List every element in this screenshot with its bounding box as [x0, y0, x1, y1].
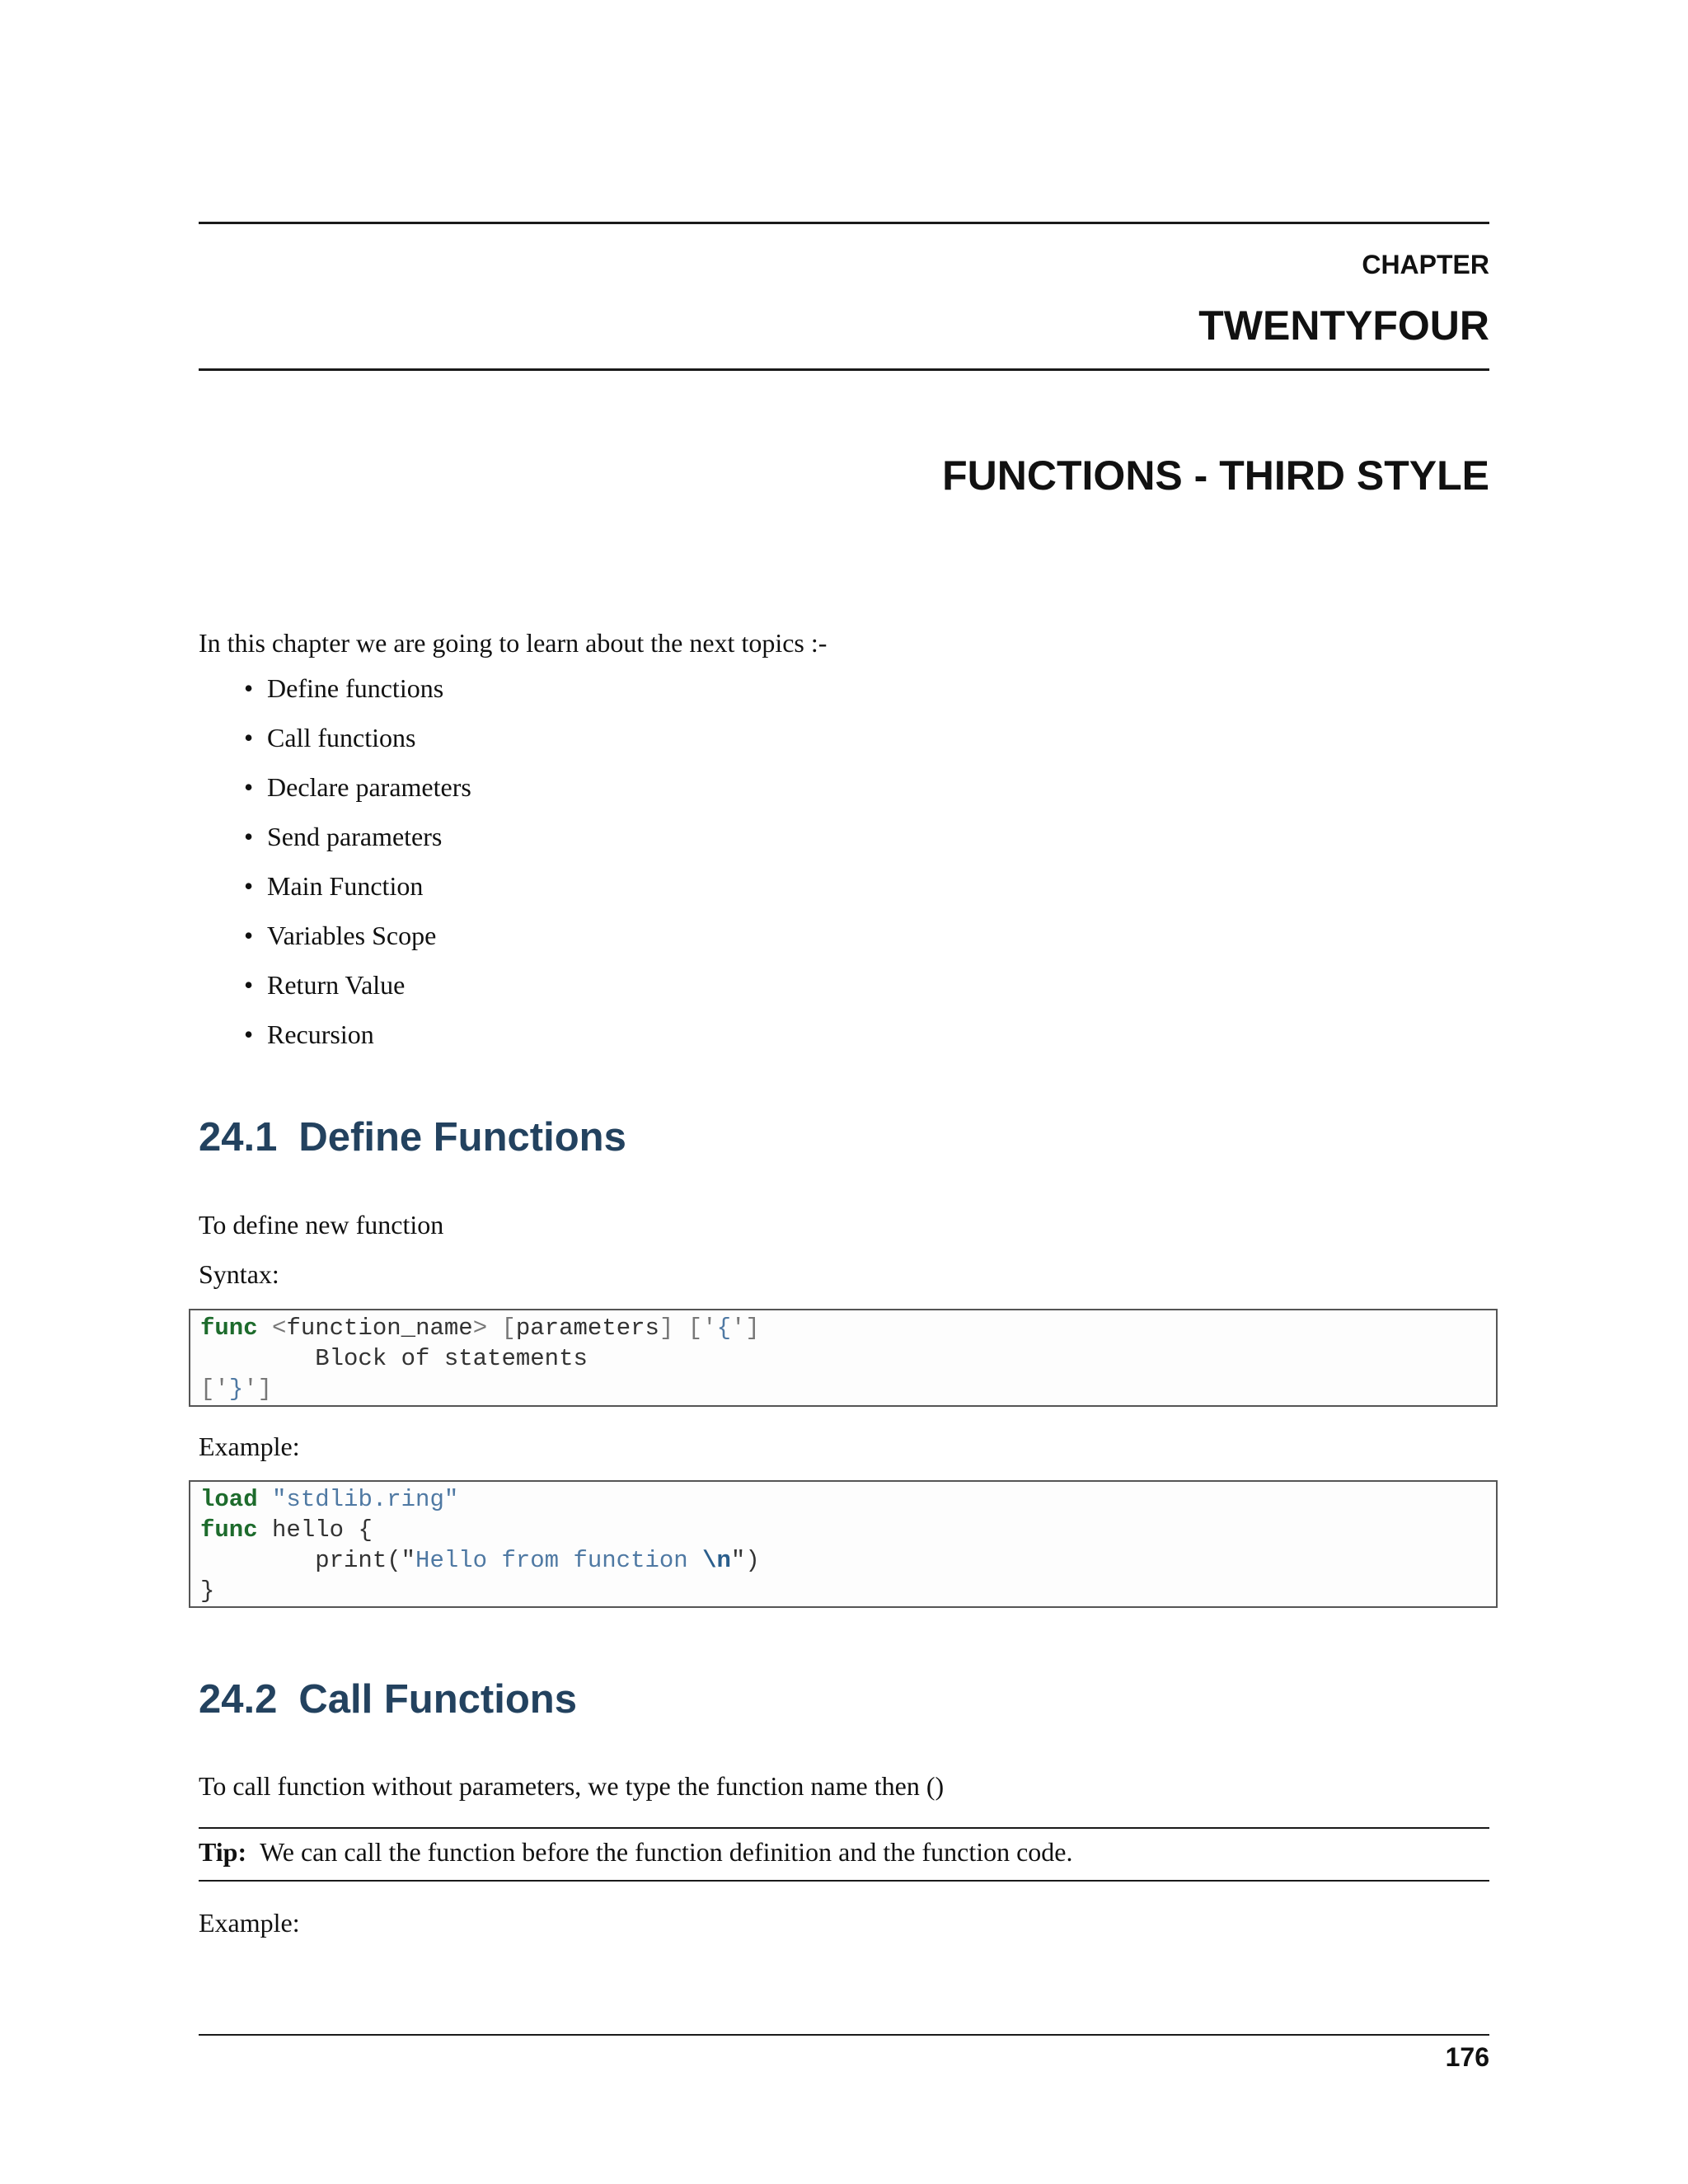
topics-list: [244, 672, 471, 1067]
chapter-bottom-rule: [199, 368, 1489, 371]
section-number: 24.2: [199, 1677, 278, 1722]
footer-rule: [199, 2034, 1489, 2036]
example-label: Example:: [199, 1908, 300, 1938]
list-item: • Variables Scope: [244, 919, 471, 968]
section-title: Define Functions: [298, 1115, 626, 1160]
tip-box: [199, 1835, 1073, 1868]
list-item: • Define functions: [244, 672, 471, 721]
code-line: print("Hello from function \n"): [200, 1547, 760, 1574]
tip-top-rule: [199, 1827, 1489, 1829]
code-line: ['}']: [200, 1376, 273, 1403]
section-title: Call Functions: [298, 1677, 577, 1722]
example-label: Example:: [199, 1432, 300, 1461]
define-intro-text: To define new function: [199, 1210, 444, 1240]
tip-bottom-rule: [199, 1880, 1489, 1882]
code-line: func <function_name> [parameters] ['{']: [200, 1315, 760, 1342]
tip-text: We can call the function before the function definition and the function code.: [260, 1837, 1073, 1867]
list-item: • Return Value: [244, 968, 471, 1018]
chapter-label: CHAPTER: [1362, 250, 1489, 279]
tip-label: Tip:: [199, 1837, 247, 1867]
syntax-label: Syntax:: [199, 1259, 279, 1289]
list-item: • Recursion: [244, 1018, 471, 1067]
intro-paragraph: In this chapter we are going to learn about the next topics :-: [199, 628, 828, 658]
page-number: 176: [1445, 2042, 1489, 2072]
example-code-block: [189, 1480, 1498, 1608]
list-item: • Send parameters: [244, 820, 471, 869]
list-item: • Declare parameters: [244, 771, 471, 820]
chapter-title: FUNCTIONS - THIRD STYLE: [942, 452, 1489, 499]
syntax-code-block: [189, 1309, 1498, 1407]
list-item: • Main Function: [244, 869, 471, 919]
section-heading-define-functions: [199, 1114, 626, 1160]
chapter-top-rule: [199, 222, 1489, 224]
code-line: Block of statements: [200, 1345, 588, 1372]
section-heading-call-functions: [199, 1676, 577, 1722]
call-intro-text: To call function without parameters, we type the function name then (): [199, 1771, 945, 1801]
code-line: func hello {: [200, 1516, 373, 1544]
chapter-number: TWENTYFOUR: [1198, 302, 1489, 349]
section-number: 24.1: [199, 1115, 278, 1160]
list-item: • Call functions: [244, 721, 471, 771]
code-line: load "stdlib.ring": [200, 1486, 459, 1513]
code-line: }: [200, 1577, 215, 1605]
